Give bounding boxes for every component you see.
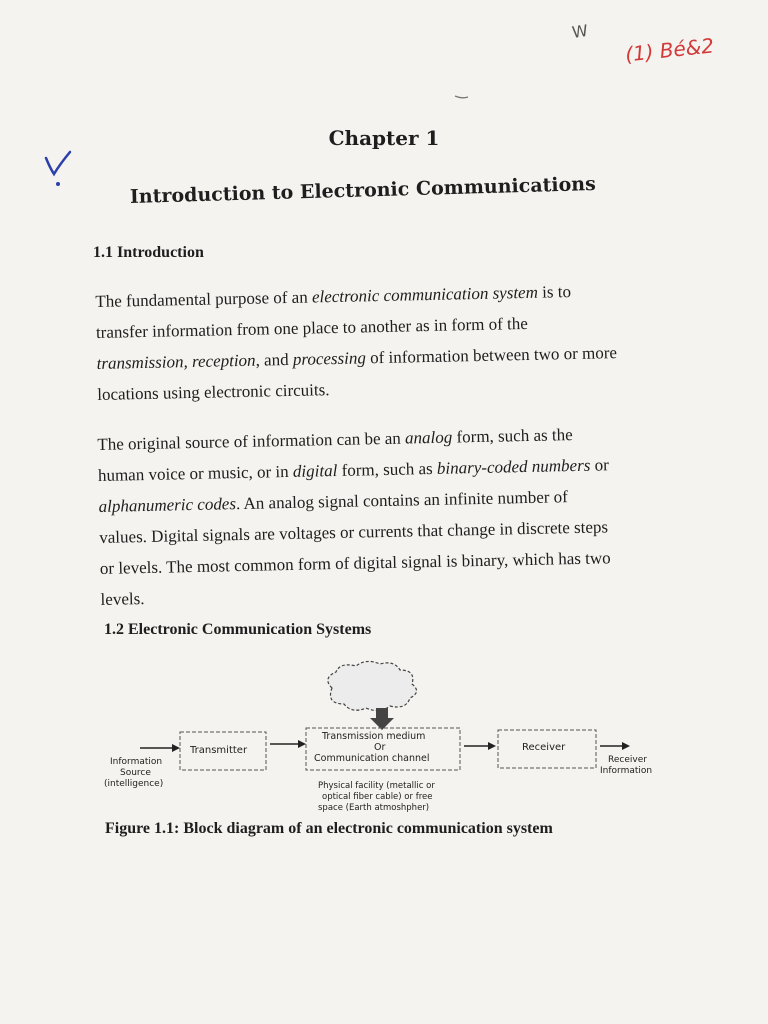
down-arrow-icon	[370, 708, 394, 730]
handwritten-note: (1) Bé&2	[623, 33, 716, 67]
text-line: values. Digital signals are voltages or currents that change in discrete steps	[99, 517, 609, 547]
cloud-shape	[328, 661, 417, 710]
medium-note-2: optical fiber cable) or free	[322, 792, 433, 802]
text-line: locations using electronic circuits.	[97, 380, 330, 404]
stray-mark	[454, 94, 470, 100]
medium-note-3: space (Earth atmoshpher)	[318, 803, 430, 813]
medium-label-2: Or	[374, 742, 386, 753]
figure-caption: Figure 1.1: Block diagram of an electronic communication system	[105, 820, 553, 837]
medium-note-1: Physical facility (metallic or	[318, 781, 435, 791]
source-label-3: (intelligence)	[104, 779, 164, 789]
receiver-label: Receiver	[522, 742, 566, 753]
output-label-1: Receiver	[608, 755, 647, 765]
section-heading-communication-systems: 1.2 Electronic Communication Systems	[104, 621, 372, 638]
block-diagram	[100, 658, 680, 828]
text-line: The fundamental purpose of an electronic communication system is to	[95, 282, 572, 311]
handwritten-mark: W	[570, 20, 590, 43]
output-label-2: Information	[600, 766, 653, 776]
medium-label-3: Communication channel	[314, 753, 430, 764]
source-label-1: Information	[110, 757, 163, 767]
pen-check-mark	[40, 148, 76, 192]
medium-label-1: Transmission medium	[322, 731, 426, 742]
text-line: levels.	[100, 589, 145, 609]
chapter-title: Chapter 1	[328, 126, 440, 150]
section-heading-introduction: 1.1 Introduction	[93, 244, 204, 261]
text-line: human voice or music, or in digital form, such as binary-coded numbers or	[97, 455, 609, 485]
paragraph-signal-forms	[97, 418, 612, 615]
text-line: transmission, reception, and processing of information between two or more	[96, 343, 618, 373]
text-line: alphanumeric codes. An analog signal contains an infinite number of	[98, 487, 569, 516]
text-line: transfer information from one place to another as in form of the	[95, 313, 529, 342]
text-line: or levels. The most common form of digital signal is binary, which has two	[99, 548, 611, 578]
transmitter-label: Transmitter	[190, 745, 248, 756]
source-label-2: Source	[120, 768, 151, 778]
text-line: The original source of information can be an analog form, such as the	[97, 425, 573, 454]
paragraph-purpose	[95, 275, 618, 410]
page-title: Introduction to Electronic Communications	[129, 172, 597, 208]
